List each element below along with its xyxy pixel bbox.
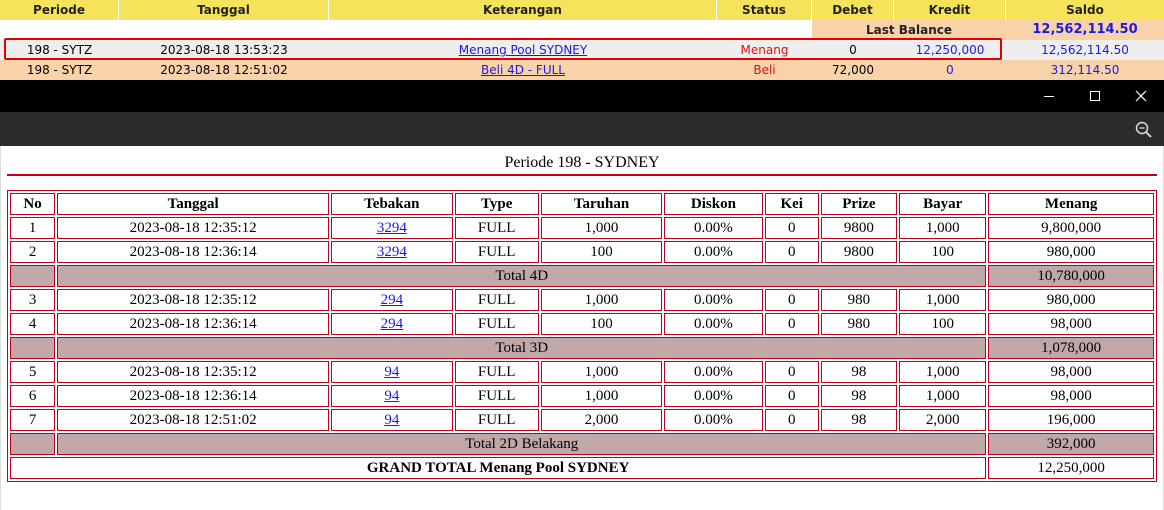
cell-menang: 980,000 — [988, 289, 1154, 311]
cell-taruhan: 2,000 — [541, 409, 662, 431]
subtotal-blank — [10, 337, 55, 359]
header-status: Status — [717, 0, 812, 20]
cell-type: FULL — [455, 409, 539, 431]
cell-menang: 98,000 — [988, 385, 1154, 407]
cell-type: FULL — [455, 217, 539, 239]
cell-tebakan — [331, 409, 452, 431]
header-saldo: Saldo — [1066, 3, 1104, 17]
tebakan-link[interactable]: 294 — [380, 291, 404, 308]
row-periode: 198 - SYTZ — [26, 43, 93, 57]
table-row — [10, 289, 1154, 311]
cell-prize: 980 — [821, 289, 897, 311]
header-tanggal: Tanggal — [119, 0, 329, 20]
col-no: No — [10, 193, 55, 215]
title-divider — [7, 174, 1157, 176]
row-keterangan-link[interactable]: Beli 4D - FULL — [481, 63, 565, 77]
cell-type: FULL — [455, 361, 539, 383]
cell-diskon: 0.00% — [664, 313, 762, 335]
table-row — [10, 217, 1154, 239]
cell-diskon: 0.00% — [664, 217, 762, 239]
header-debet: Debet — [812, 0, 894, 20]
cell-diskon: 0.00% — [664, 409, 762, 431]
cell-prize: 98 — [821, 361, 897, 383]
cell-no: 6 — [10, 385, 55, 407]
cell-type: FULL — [455, 313, 539, 335]
cell-type: FULL — [455, 289, 539, 311]
cell-tanggal: 2023-08-18 12:36:14 — [57, 313, 329, 335]
subtotal-row — [10, 337, 1154, 359]
last-balance-row — [0, 20, 1164, 40]
subtotal-value: 10,780,000 — [988, 265, 1154, 287]
row-periode: 198 - SYTZ — [26, 63, 93, 77]
maximize-icon — [1089, 90, 1101, 102]
cell-tebakan — [331, 289, 452, 311]
statement-header-row — [0, 0, 1164, 20]
col-type: Type — [455, 193, 539, 215]
subtotal-blank — [10, 265, 55, 287]
tebakan-link[interactable]: 3294 — [376, 243, 407, 260]
cell-tebakan — [331, 241, 452, 263]
zoom-out-icon[interactable] — [1134, 120, 1154, 140]
cell-menang: 980,000 — [988, 241, 1154, 263]
cell-taruhan: 100 — [541, 313, 662, 335]
col-prize: Prize — [821, 193, 897, 215]
grand-total-label: GRAND TOTAL Menang Pool SYDNEY — [10, 457, 986, 479]
cell-taruhan: 1,000 — [541, 289, 662, 311]
row-keterangan-link[interactable]: Menang Pool SYDNEY — [458, 43, 588, 57]
cell-kei: 0 — [765, 385, 819, 407]
cell-type: FULL — [455, 241, 539, 263]
cell-no: 2 — [10, 241, 55, 263]
row-saldo: 12,562,114.50 — [1041, 43, 1129, 57]
col-tebakan: Tebakan — [331, 193, 452, 215]
last-balance-value: 12,562,114.50 — [1006, 20, 1164, 40]
last-balance-label: Last Balance — [812, 20, 1006, 40]
grand-total-row — [10, 457, 1154, 479]
cell-diskon: 0.00% — [664, 361, 762, 383]
cell-kei: 0 — [765, 289, 819, 311]
table-row — [10, 361, 1154, 383]
cell-diskon: 0.00% — [664, 385, 762, 407]
cell-tebakan — [331, 217, 452, 239]
col-menang: Menang — [988, 193, 1154, 215]
cell-bayar: 1,000 — [899, 361, 986, 383]
cell-prize: 980 — [821, 313, 897, 335]
grand-total-value: 12,250,000 — [988, 457, 1154, 479]
detail-popup-window — [0, 80, 1164, 510]
cell-no: 1 — [10, 217, 55, 239]
close-icon — [1135, 90, 1147, 102]
header-keterangan: Keterangan — [329, 0, 717, 20]
tebakan-link[interactable]: 94 — [384, 387, 400, 404]
cell-prize: 98 — [821, 385, 897, 407]
cell-kei: 0 — [765, 409, 819, 431]
table-row — [10, 409, 1154, 431]
tebakan-link[interactable]: 94 — [384, 411, 400, 428]
subtotal-row — [10, 265, 1154, 287]
table-header-row — [10, 193, 1154, 215]
cell-menang: 9,800,000 — [988, 217, 1154, 239]
cell-bayar: 2,000 — [899, 409, 986, 431]
cell-prize: 9800 — [821, 241, 897, 263]
subtotal-label: Total 2D Belakang — [57, 433, 986, 455]
subtotal-label: Total 3D — [57, 337, 986, 359]
row-debet: 0 — [849, 43, 857, 57]
col-diskon: Diskon — [664, 193, 762, 215]
cell-taruhan: 1,000 — [541, 361, 662, 383]
cell-prize: 98 — [821, 409, 897, 431]
cell-bayar: 1,000 — [899, 217, 986, 239]
col-kei: Kei — [765, 193, 819, 215]
cell-menang: 196,000 — [988, 409, 1154, 431]
row-tanggal: 2023-08-18 13:53:23 — [160, 43, 288, 57]
cell-bayar: 100 — [899, 313, 986, 335]
subtotal-blank — [10, 433, 55, 455]
row-kredit: 12,250,000 — [915, 43, 985, 57]
cell-diskon: 0.00% — [664, 289, 762, 311]
cell-tebakan — [331, 313, 452, 335]
col-tanggal: Tanggal — [57, 193, 329, 215]
window-titlebar[interactable] — [0, 80, 1164, 112]
close-button[interactable] — [1118, 80, 1164, 112]
cell-kei: 0 — [765, 313, 819, 335]
cell-tanggal: 2023-08-18 12:36:14 — [57, 241, 329, 263]
cell-bayar: 1,000 — [899, 289, 986, 311]
subtotal-value: 392,000 — [988, 433, 1154, 455]
cell-kei: 0 — [765, 241, 819, 263]
cell-kei: 0 — [765, 217, 819, 239]
subtotal-row — [10, 433, 1154, 455]
cell-menang: 98,000 — [988, 313, 1154, 335]
window-toolbar — [0, 112, 1164, 146]
table-row — [10, 313, 1154, 335]
table-row — [10, 385, 1154, 407]
statement-row — [0, 60, 1164, 80]
cell-tanggal: 2023-08-18 12:36:14 — [57, 385, 329, 407]
cell-menang: 98,000 — [988, 361, 1154, 383]
tebakan-link[interactable]: 294 — [380, 315, 404, 332]
account-statement — [0, 0, 1164, 80]
cell-diskon: 0.00% — [664, 241, 762, 263]
table-row — [10, 241, 1154, 263]
cell-prize: 9800 — [821, 217, 897, 239]
subtotal-label: Total 4D — [57, 265, 986, 287]
col-taruhan: Taruhan — [541, 193, 662, 215]
cell-no: 3 — [10, 289, 55, 311]
cell-tanggal: 2023-08-18 12:51:02 — [57, 409, 329, 431]
col-bayar: Bayar — [899, 193, 986, 215]
subtotal-value: 1,078,000 — [988, 337, 1154, 359]
cell-bayar: 1,000 — [899, 385, 986, 407]
cell-no: 5 — [10, 361, 55, 383]
maximize-button[interactable] — [1072, 80, 1118, 112]
row-kredit: 0 — [946, 63, 954, 77]
row-saldo: 312,114.50 — [1050, 63, 1120, 77]
row-status: Beli — [753, 63, 776, 77]
row-tanggal: 2023-08-18 12:51:02 — [160, 63, 288, 77]
tebakan-link[interactable]: 94 — [384, 363, 400, 380]
row-status: Menang — [740, 43, 789, 57]
selected-row-highlight — [4, 38, 1002, 60]
tebakan-link[interactable]: 3294 — [376, 219, 407, 236]
period-title: Periode 198 - SYDNEY — [504, 154, 660, 171]
minimize-icon — [1043, 90, 1055, 102]
bet-detail-table — [7, 190, 1157, 482]
cell-kei: 0 — [765, 361, 819, 383]
header-kredit: Kredit — [894, 0, 1006, 20]
detail-content — [0, 146, 1164, 510]
cell-taruhan: 100 — [541, 241, 662, 263]
cell-bayar: 100 — [899, 241, 986, 263]
cell-tanggal: 2023-08-18 12:35:12 — [57, 289, 329, 311]
minimize-button[interactable] — [1026, 80, 1072, 112]
header-periode: Periode — [0, 0, 119, 20]
cell-taruhan: 1,000 — [541, 217, 662, 239]
cell-type: FULL — [455, 385, 539, 407]
cell-tebakan — [331, 361, 452, 383]
cell-no: 7 — [10, 409, 55, 431]
cell-no: 4 — [10, 313, 55, 335]
cell-tebakan — [331, 385, 452, 407]
cell-tanggal: 2023-08-18 12:35:12 — [57, 361, 329, 383]
cell-tanggal: 2023-08-18 12:35:12 — [57, 217, 329, 239]
cell-taruhan: 1,000 — [541, 385, 662, 407]
row-debet: 72,000 — [832, 63, 874, 77]
